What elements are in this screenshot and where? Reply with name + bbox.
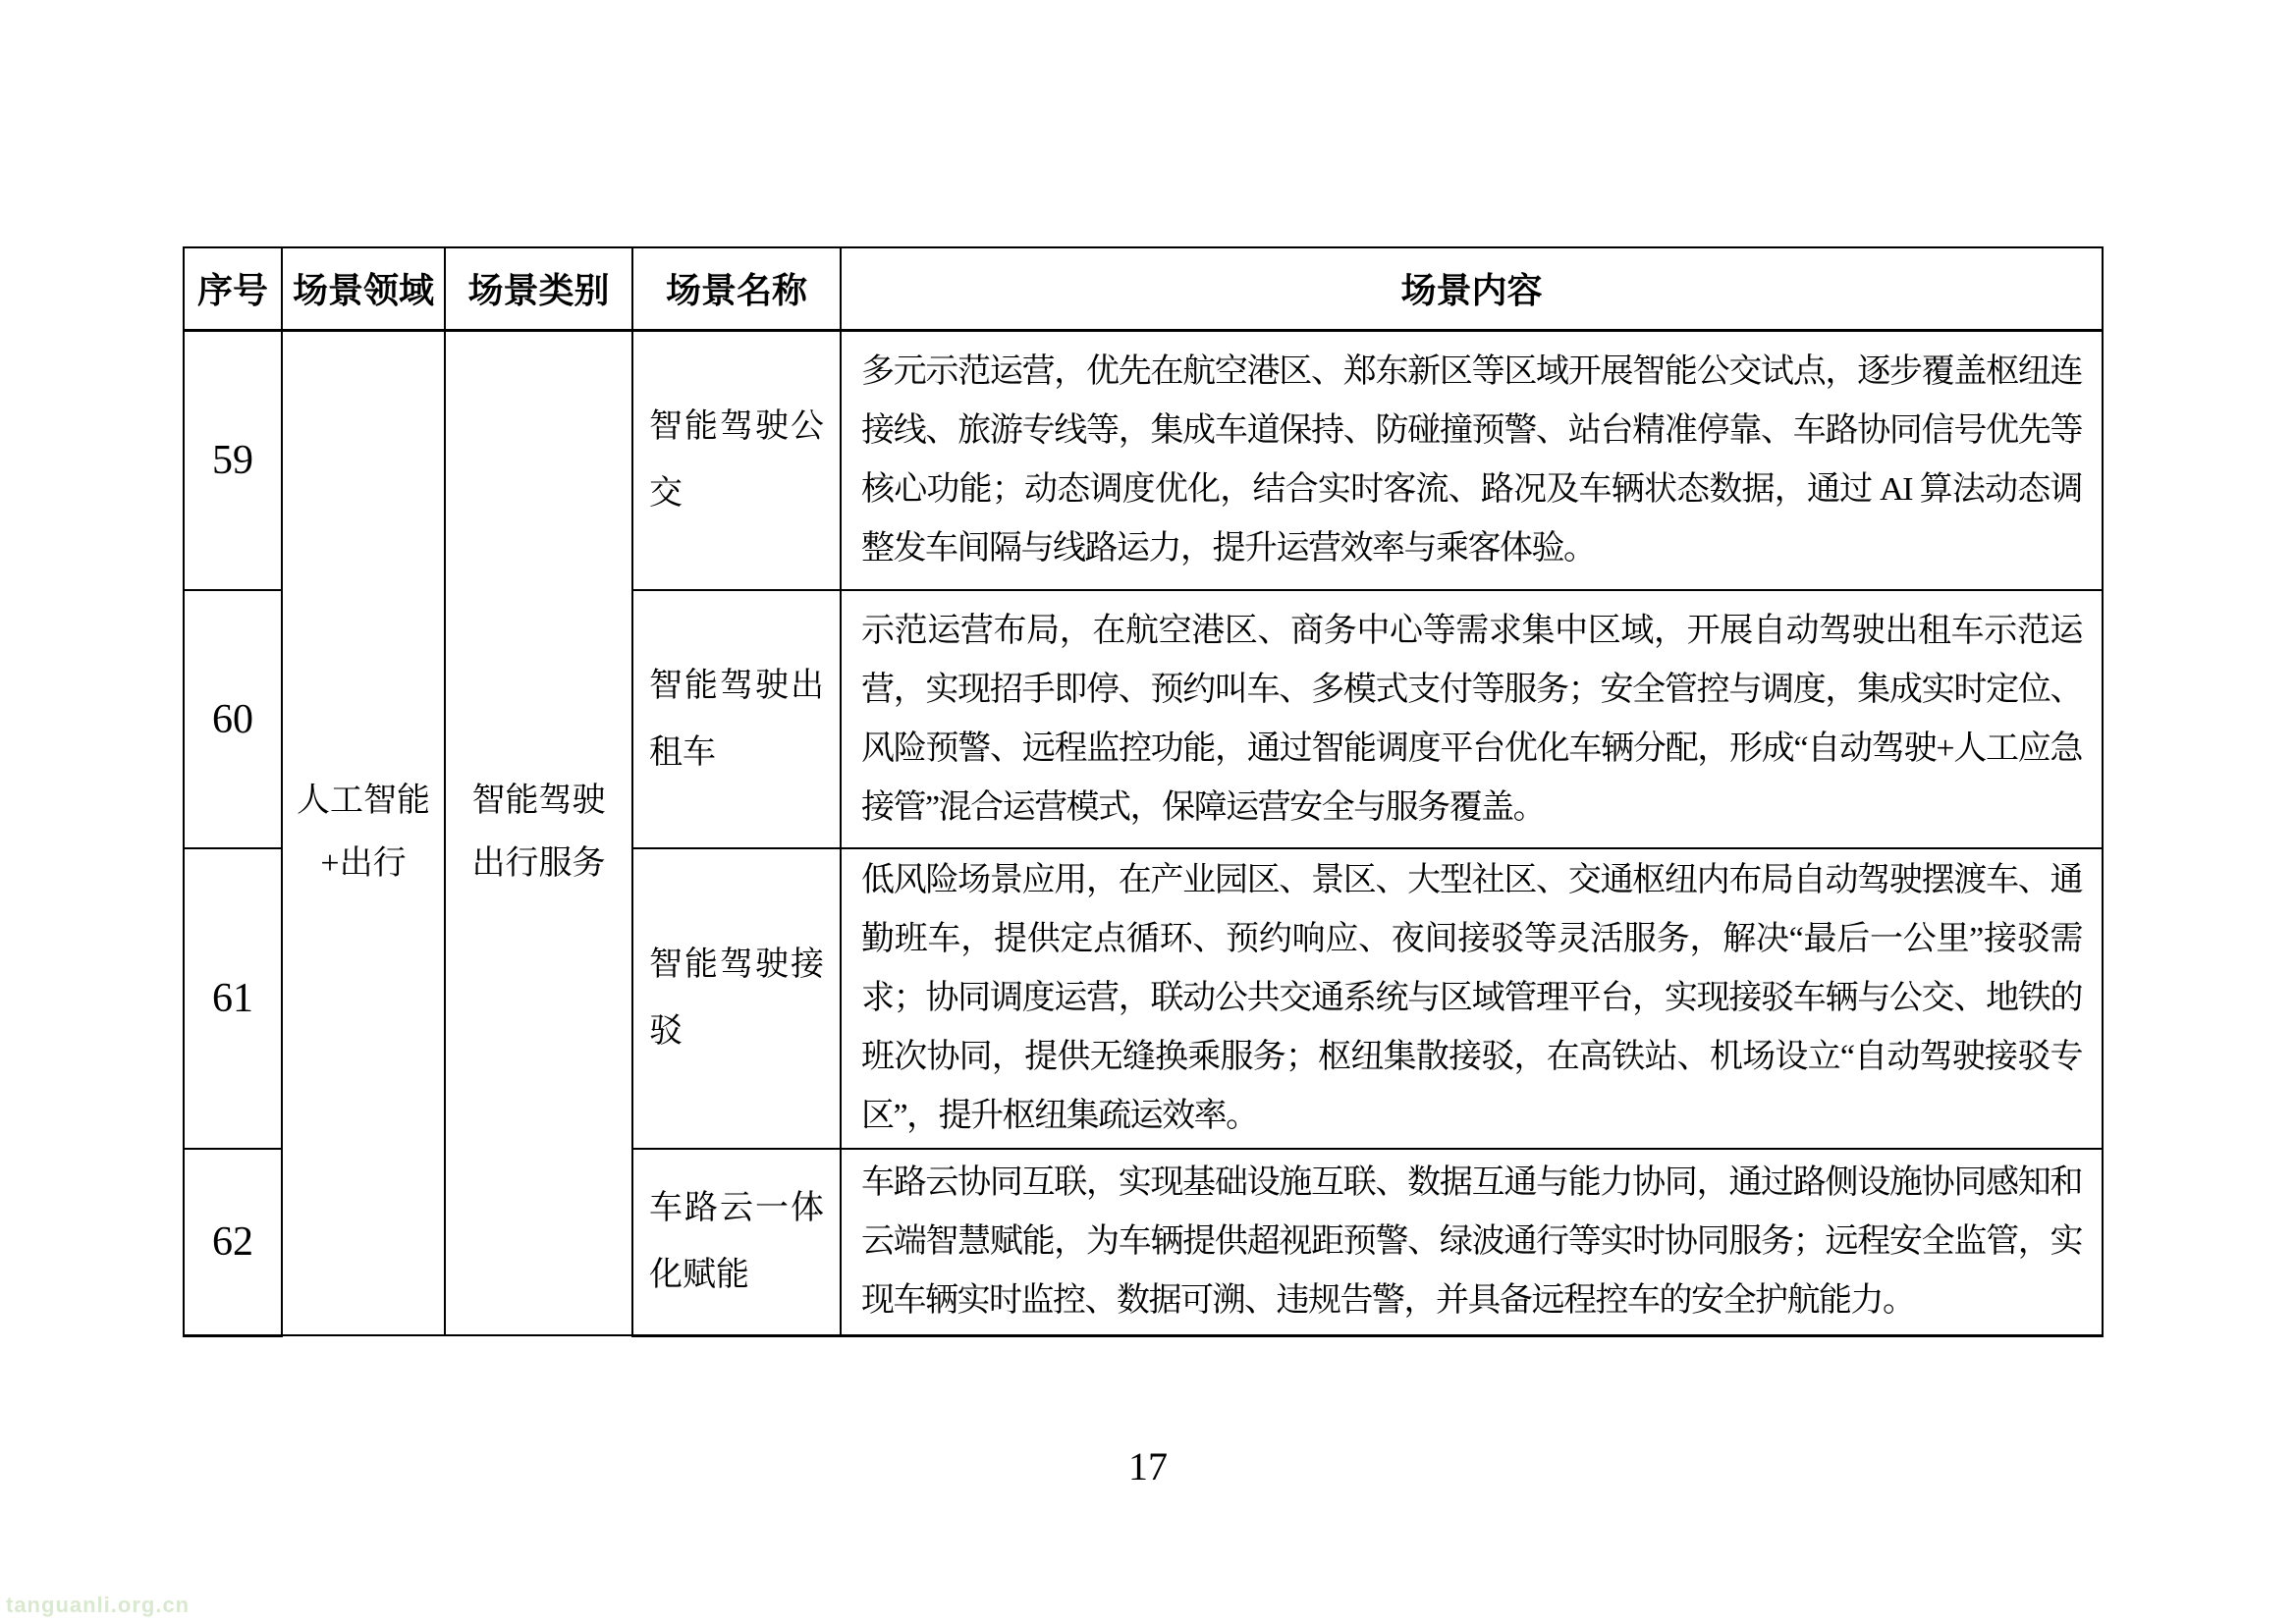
serial-number-cell: 61: [184, 848, 282, 1149]
page-number: 17: [1128, 1444, 1168, 1488]
scene-name-cell: 智能驾驶接驳: [632, 848, 841, 1149]
column-header-scene-name: 场景名称: [632, 247, 841, 330]
scene-content-cell: 低风险场景应用，在产业园区、景区、大型社区、交通枢纽内布局自动驾驶摆渡车、通勤班车，提供定点循环、预约响应、夜间接驳等灵活服务，解决“最后一公里”接驳需求；协同调度运营，联动公共交通系统与区域管理平台，实现接驳车辆与公交、地铁的班次协同，提供无缝换乘服务；枢纽集散接驳，在高铁站、机场设立“自动驾驶接驳专区”，提升枢纽集疏运效率。: [841, 848, 2103, 1149]
column-header-scene-content: 场景内容: [841, 247, 2103, 330]
column-header-scene-category: 场景类别: [445, 247, 632, 330]
header-row: [184, 247, 2103, 330]
scene-name-cell: 智能驾驶公交: [632, 330, 841, 590]
watermark-text: tanguanli.org.cn: [6, 1593, 191, 1617]
scene-category-merged-cell: 智能驾驶出行服务: [445, 330, 632, 1335]
scene-content-cell: 示范运营布局，在航空港区、商务中心等需求集中区域，开展自动驾驶出租车示范运营，实现招手即停、预约叫车、多模式支付等服务；安全管控与调度，集成实时定位、风险预警、远程监控功能，通过智能调度平台优化车辆分配，形成“自动驾驶+人工应急接管”混合运营模式，保障运营安全与服务覆盖。: [841, 590, 2103, 848]
scene-name-cell: 车路云一体化赋能: [632, 1149, 841, 1335]
serial-number-cell: 60: [184, 590, 282, 848]
column-header-serial-number: 序号: [184, 247, 282, 330]
scene-name-cell: 智能驾驶出租车: [632, 590, 841, 848]
scene-content-cell: 车路云协同互联，实现基础设施互联、数据互通与能力协同，通过路侧设施协同感知和云端智慧赋能，为车辆提供超视距预警、绿波通行等实时协同服务；远程安全监管，实现车辆实时监控、数据可溯、违规告警，并具备远程控车的安全护航能力。: [841, 1149, 2103, 1335]
scene-content-cell: 多元示范运营，优先在航空港区、郑东新区等区域开展智能公交试点，逐步覆盖枢纽连接线、旅游专线等，集成车道保持、防碰撞预警、站台精准停靠、车路协同信号优先等核心功能；动态调度优化，结合实时客流、路况及车辆状态数据，通过 AI 算法动态调整发车间隔与线路运力，提升运营效率与乘客体验。: [841, 330, 2103, 590]
serial-number-cell: 59: [184, 330, 282, 590]
column-header-scene-domain: 场景领域: [282, 247, 445, 330]
table-row: [184, 330, 2103, 590]
scene-domain-merged-cell: 人工智能+出行: [282, 330, 445, 1335]
scenario-table: [183, 246, 2104, 1337]
serial-number-cell: 62: [184, 1149, 282, 1335]
